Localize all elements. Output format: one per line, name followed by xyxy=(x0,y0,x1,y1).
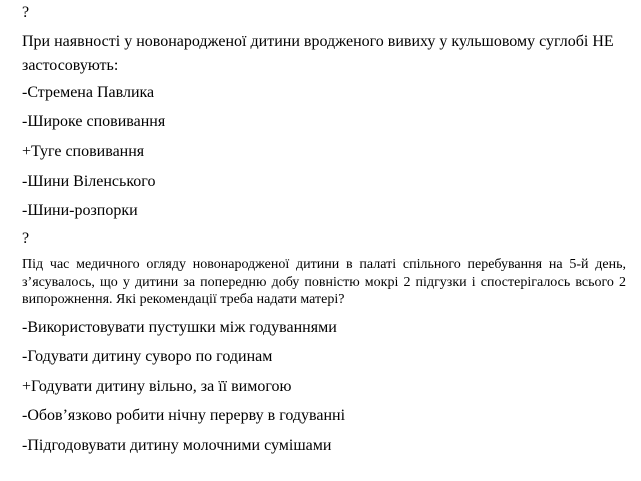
answer-option: -Використовувати пустушки між годуваннями xyxy=(22,319,337,336)
answer-option: -Шини Віленського xyxy=(22,173,156,190)
answer-option: -Обов’язково робити нічну перерву в годуванні xyxy=(22,407,346,424)
question-text: При наявності у новонародженої дитини вродженого вивиху у кульшовому суглобі НЕ застосовують: xyxy=(22,33,614,74)
answer-option: -Підгодовувати дитину молочними сумішами xyxy=(22,437,332,454)
question-text: Під час медичного огляду новонародженої дитини в палаті спільного перебування на 5-й день, з’ясувалось, що у дитини за попередню добу повністю мокрі 2 підгузки і спостерігалось всього 2 випорожнення. Які рекомендації треба надати матері? xyxy=(22,257,626,307)
answer-option: -Годувати дитину суворо по годинам xyxy=(22,348,273,365)
answer-option: -Шини-розпорки xyxy=(22,202,138,219)
question-marker: ? xyxy=(22,4,30,21)
answer-option: -Широке сповивання xyxy=(22,113,166,130)
answer-option: -Стремена Павлика xyxy=(22,84,155,101)
question-marker: ? xyxy=(22,230,30,247)
answer-option-correct: +Годувати дитину вільно, за її вимогою xyxy=(22,378,292,395)
answer-option-correct: +Туге сповивання xyxy=(22,143,145,160)
